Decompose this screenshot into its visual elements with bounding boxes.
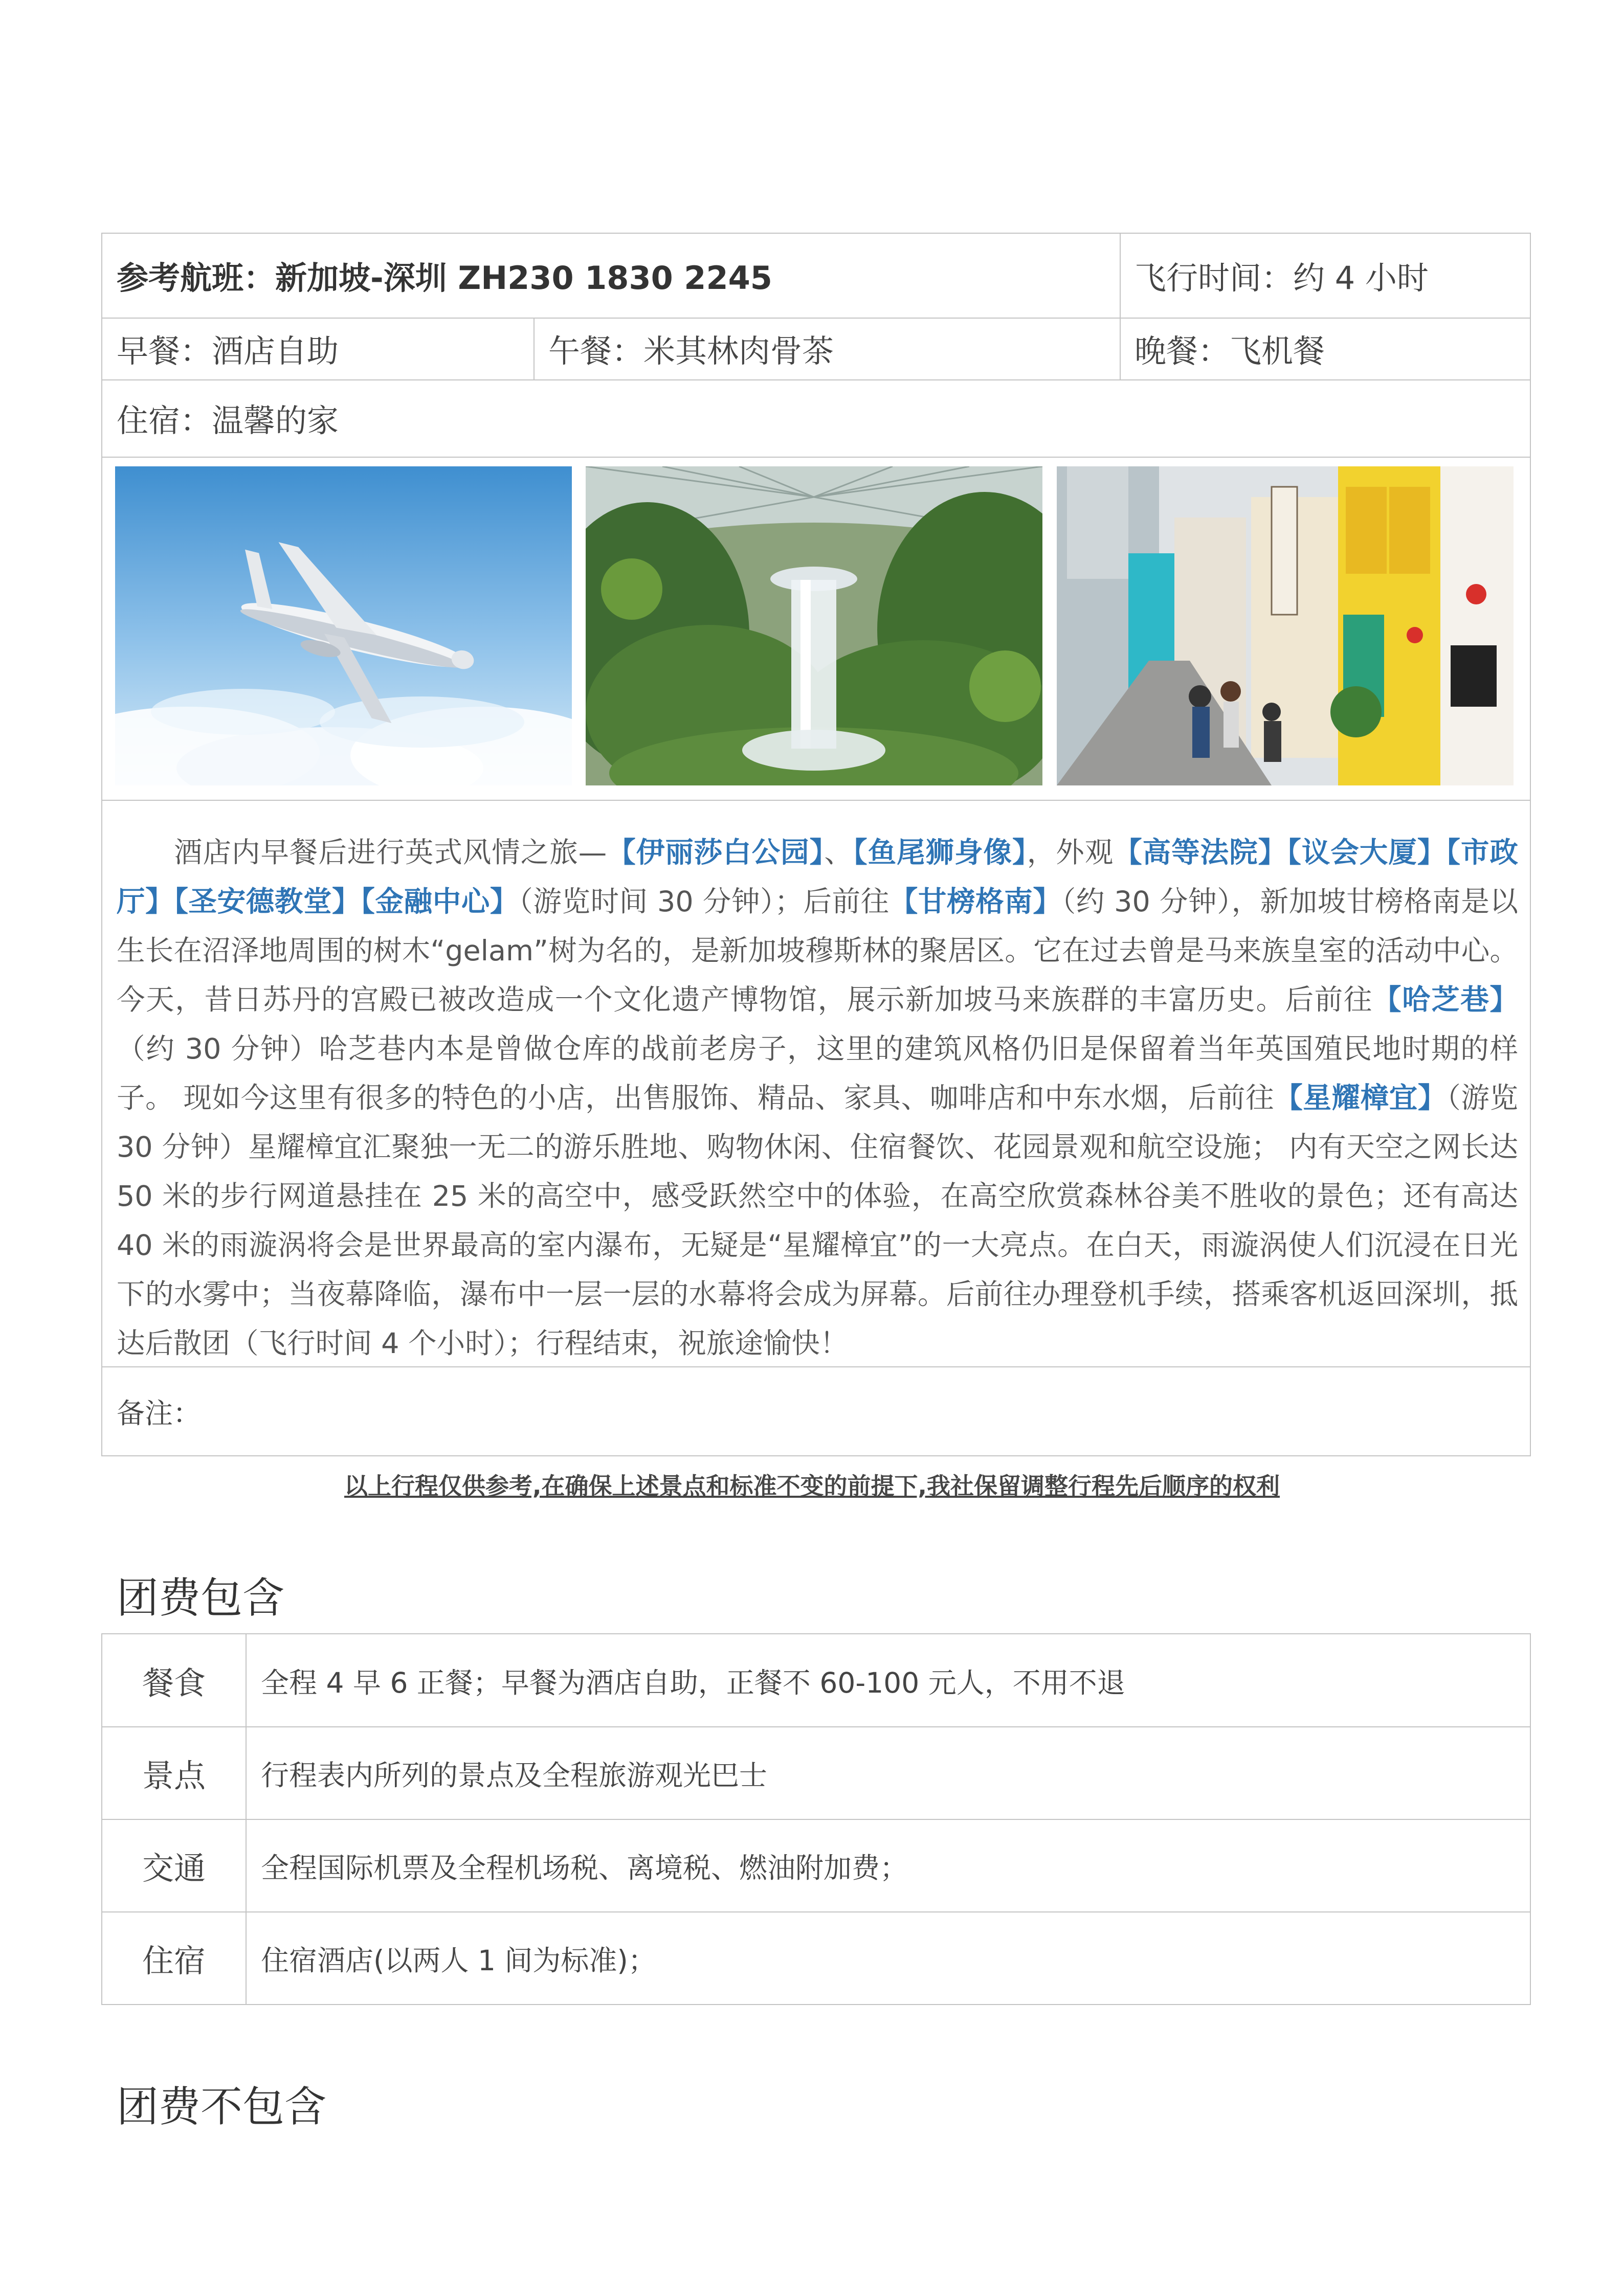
itinerary-disclaimer: 以上行程仅供参考,在确保上述景点和标准不变的前提下,我社保留调整行程先后顺序的权利: [344, 1472, 1280, 1500]
reference-flight: 参考航班：新加坡-深圳 ZH230 1830 2245: [117, 259, 772, 297]
description-segment: （约 30 分钟），新加坡甘榜格南是以生长在沼泽地周围的树木“gelam”树为名的，是新加坡穆斯林的聚居区。它在过去曾是马来族皇室的活动中心。今天，昔日苏丹的宫殿已被改造成一个文化遗产博物馆，展示新加坡马来族群的丰富历史。后前往: [117, 885, 1519, 1017]
row-divider: [101, 457, 1531, 458]
included-section-title: 团费包含: [117, 1574, 285, 1623]
included-row-label: 景点: [142, 1757, 206, 1794]
description-segment: 酒店内早餐后进行英式风情之旅—: [174, 836, 607, 869]
description-text: [117, 828, 1518, 1368]
table-border-right: [1530, 233, 1531, 1456]
dinner-info: 晚餐：飞机餐: [1134, 332, 1325, 370]
haji-lane-street-photo: [1057, 466, 1514, 785]
highlighted-attraction: 【鱼尾狮身像】: [853, 836, 1027, 869]
jewel-rain-vortex-photo: [586, 466, 1042, 785]
description-segment: （游览 30 分钟）星耀樟宜汇聚独一无二的游乐胜地、购物休闲、住宿餐饮、花园景观和航空设施； 内有天空之网长达 50 米的步行网道悬挂在 25 米的高空中，感受跃然空中的体验，在高空欣赏森林谷美不胜收的景色；还有高达 40 米的雨漩涡将会是世界最高的室内瀑布，无疑是“星耀樟宜”的一大亮点。在白天，雨漩涡使人们沉浸在日光下的水雾中；当夜幕降临，瀑布中一层一层的水幕将会成为屏幕。后前往办理登机手续，搭乘客机返回深圳，抵达后散团（飞行时间 4 个小时）；行程结束，祝旅途愉快！: [117, 1082, 1518, 1360]
excluded-section-title: 团费不包含: [117, 2083, 327, 2131]
included-row-value: 行程表内所列的景点及全程旅游观光巴士: [261, 1759, 768, 1792]
breakfast-info: 早餐：酒店自助: [117, 332, 339, 370]
itinerary-description: [117, 828, 1518, 1368]
included-row-value: 全程国际机票及全程机场税、离境税、燃油附加费；: [261, 1852, 908, 1884]
highlighted-attraction: 【哈芝巷】: [1373, 983, 1518, 1017]
highlighted-attraction: 【星耀樟宜】: [1274, 1082, 1447, 1115]
included-row-label: 交通: [142, 1850, 206, 1887]
included-row-label: 住宿: [142, 1942, 206, 1979]
lodging-info: 住宿：温馨的家: [117, 402, 339, 439]
description-segment: 、: [824, 836, 853, 869]
highlighted-attraction: 【甘榜格南】: [889, 885, 1062, 918]
airplane-photo: [115, 466, 572, 785]
highlighted-attraction: 【高等法院】【议会大厦】【市政厅】【圣安德教堂】【金融中心】: [117, 836, 1518, 918]
flight-duration: 飞行时间：约 4 小时: [1134, 259, 1429, 297]
lunch-info: 午餐：米其林肉骨茶: [548, 332, 834, 370]
included-row-value: 住宿酒店(以两人 1 间为标准)；: [261, 1944, 656, 1977]
included-row-value: 全程 4 早 6 正餐；早餐为酒店自助，正餐不 60-100 元人，不用不退: [261, 1666, 1125, 1699]
table-border-left: [101, 233, 102, 1456]
col-divider: [533, 318, 535, 380]
description-segment: ，外观: [1027, 836, 1114, 869]
description-segment: （约 30 分钟）哈芝巷内本是曾做仓库的战前老房子，这里的建筑风格仍旧是保留着当年英国殖民地时期的样子。 现如今这里有很多的特色的小店，出售服饰、精品、家具、咖啡店和中东水烟，后前往: [117, 1032, 1518, 1115]
description-segment: （游览时间 30 分钟）；后前往: [519, 885, 889, 918]
remarks-label: 备注：: [117, 1397, 202, 1430]
included-row-label: 餐食: [142, 1664, 206, 1702]
row-divider: [101, 800, 1531, 801]
col-divider: [1120, 233, 1121, 380]
highlighted-attraction: 【伊丽莎白公园】: [607, 836, 825, 869]
table-border-right: [1530, 1633, 1531, 2005]
table-border-bottom: [101, 1455, 1531, 1456]
table-border-bottom: [101, 2004, 1531, 2005]
